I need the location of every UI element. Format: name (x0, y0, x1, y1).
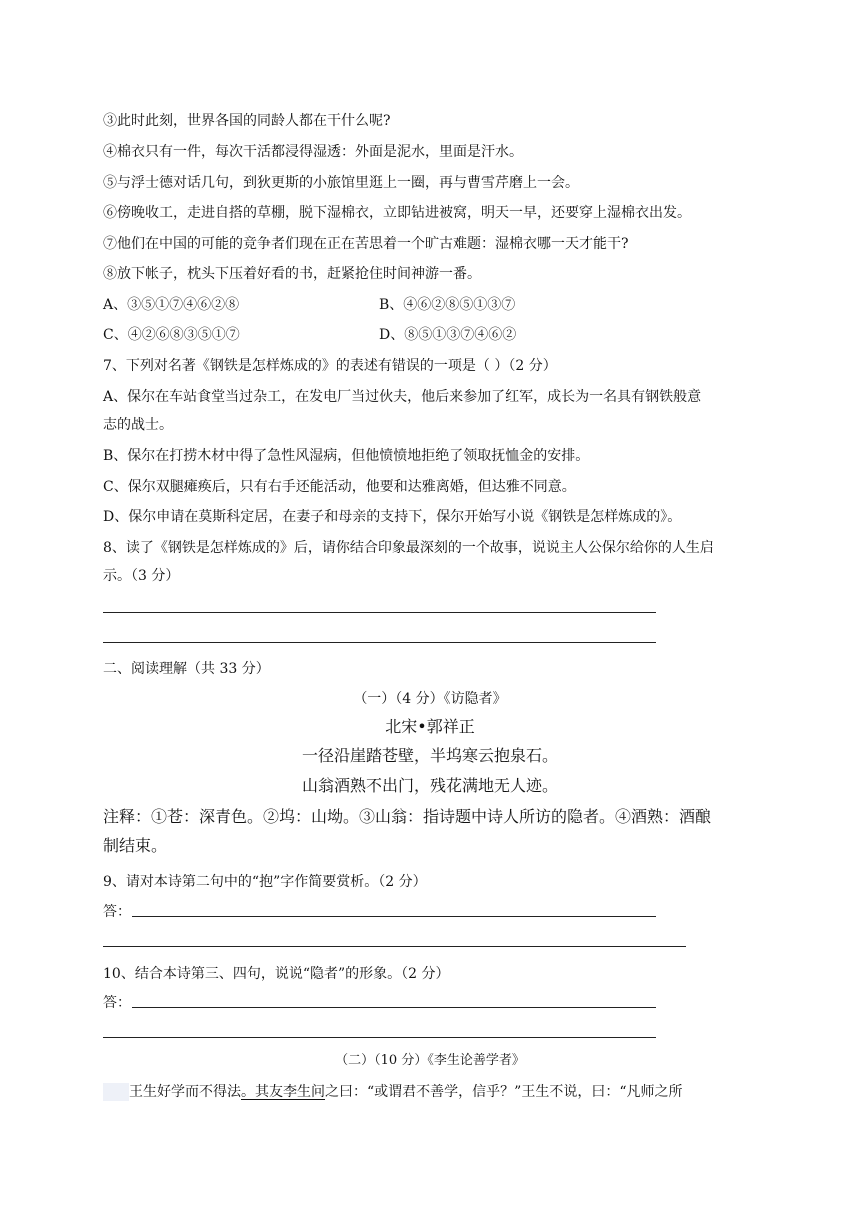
answer-line[interactable] (103, 642, 656, 643)
question-7-option-c: C、保尔双腿瘫痪后，只有右手还能活动，他要和达雅离婚，但达雅不同意。 (103, 479, 576, 495)
poem-author: 北宋•郭祥正 (385, 717, 475, 736)
question-9: 9、请对本诗第二句中的“抱”字作简要赏析。（2 分） (103, 874, 427, 890)
list-item: ⑤与浮士德对话几句，到狄更斯的小旅馆里逛上一圈，再与曹雪芹磨上一会。 (103, 175, 579, 191)
question-8-line1: 8、读了《钢铁是怎样炼成的》后，请你结合印象最深刻的一个故事，说说主人公保尔给你的人生启 (103, 540, 714, 556)
poem-notes-cont: 制结束。 (103, 836, 168, 855)
passage-segment: 之曰：“或谓君不善学，信乎？”王生不说，曰：“凡师之所 (325, 1084, 683, 1100)
underlined-segment: 。其友李生问 (241, 1084, 325, 1100)
list-item: ④棉衣只有一件，每次干活都浸得湿透：外面是泥水，里面是汗水。 (103, 144, 523, 160)
option-a: A、③⑤①⑦④⑥②⑧ (103, 297, 240, 313)
question-7-option-a-cont: 志的战士。 (103, 417, 173, 433)
poem-notes: 注释：①苍：深青色。②坞：山坳。③山翁：指诗题中诗人所访的隐者。④酒熟：酒酿 (103, 807, 712, 826)
answer-label: 答： (103, 995, 131, 1011)
list-item: ⑦他们在中国的可能的竞争者们现在正在苦思着一个旷古难题：湿棉衣哪一天才能干? (103, 236, 629, 252)
passage-segment: 王生好学而不得法 (129, 1084, 241, 1100)
answer-line[interactable] (103, 946, 686, 947)
question-7-stem: 7、下列对名著《钢铁是怎样炼成的》的表述有错误的一项是（ ）（2 分） (103, 358, 557, 374)
poem-title: （一）（4 分）《访隐者》 (353, 691, 507, 707)
answer-line[interactable] (132, 1007, 656, 1008)
passage-text (103, 1082, 682, 1102)
question-8-line2: 示。（3 分） (103, 568, 180, 584)
question-7-option-a: A、保尔在车站食堂当过杂工，在发电厂当过伙夫，他后来参加了红军，成长为一名具有钢铁般意 (103, 389, 702, 405)
poem-line-1: 一径沿崖踏苍壁，半坞寒云抱泉石。 (301, 746, 558, 765)
question-10: 10、结合本诗第三、四句，说说“隐者”的形象。（2 分） (103, 966, 450, 982)
list-item: ⑧放下帐子，枕头下压着好看的书，赶紧抢住时间神游一番。 (103, 266, 481, 282)
question-7-option-b: B、保尔在打捞木材中得了急性风湿病，但他愤愤地拒绝了领取抚恤金的安排。 (103, 448, 590, 464)
highlight-block (103, 1083, 129, 1101)
answer-line[interactable] (132, 916, 656, 917)
list-item: ⑥傍晚收工，走进自搭的草棚，脱下湿棉衣，立即钻进被窝，明天一早，还要穿上湿棉衣出发。 (103, 205, 691, 221)
option-c: C、④②⑥⑧③⑤①⑦ (103, 327, 240, 343)
list-item: ③此时此刻，世界各国的同龄人都在干什么呢? (103, 113, 391, 129)
answer-line[interactable] (103, 1037, 656, 1038)
answer-label: 答： (103, 904, 131, 920)
section-title: （二）（10 分）《李生论善学者》 (335, 1053, 525, 1068)
option-b: B、④⑥②⑧⑤①③⑦ (379, 297, 516, 313)
poem-line-2: 山翁酒熟不出门，残花满地无人迹。 (301, 776, 558, 795)
answer-line[interactable] (103, 612, 656, 613)
question-7-option-d: D、保尔申请在莫斯科定居，在妻子和母亲的支持下，保尔开始写小说《钢铁是怎样炼成的》。 (103, 509, 682, 525)
section-heading: 二、阅读理解（共 33 分） (103, 661, 270, 677)
option-d: D、⑧⑤①③⑦④⑥② (379, 327, 517, 343)
